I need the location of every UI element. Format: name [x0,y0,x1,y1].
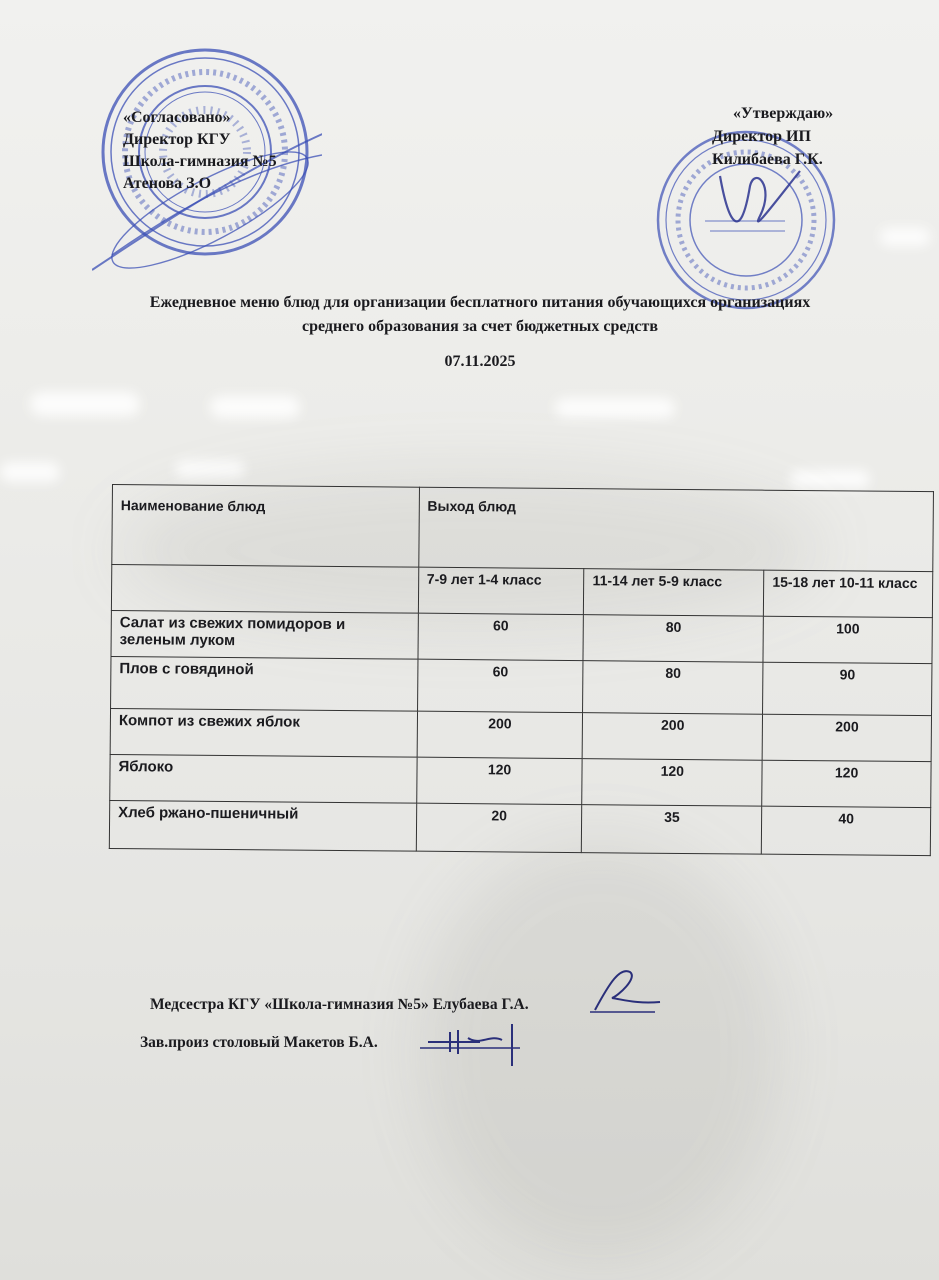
value-cell: 60 [418,613,584,660]
value-cell: 35 [582,805,762,855]
glare [175,460,245,478]
value-cell: 200 [762,714,931,761]
glare [555,398,675,418]
value-cell: 120 [582,759,762,807]
value-cell: 100 [763,616,932,663]
glare [30,392,140,416]
document-title-line1: Ежедневное меню блюд для организации бесплатного питания обучающихся организациях [149,294,811,311]
table-row [110,708,931,761]
dish-name: Компот из свежих яблок [110,708,417,757]
value-cell: 200 [583,713,763,761]
approval-left-line1: «Согласовано» [123,109,231,126]
nurse-signature-line: Медсестра КГУ «Школа-гимназия №5» Елубаева Г.А. [150,996,529,1013]
approval-right-line3: Килибаева Г.К. [712,151,823,168]
canteen-signature-line: Зав.произ столовый Макетов Б.А. [140,1034,378,1051]
table-age-row [111,565,932,618]
age-group-2: 11-14 лет 5-9 класс [584,569,764,617]
approval-right-line1: «Утверждаю» [733,105,834,122]
glare [0,462,60,482]
header-output: Выход блюд [418,487,933,571]
dish-name: Салат из свежих помидоров и зеленым луком [111,610,418,659]
table-header-row [112,485,934,572]
document-date: 07.11.2025 [444,353,516,370]
value-cell: 20 [416,803,582,852]
approval-left-line4: Атенова З.О [123,175,212,192]
dish-name: Яблоко [110,754,417,803]
approval-left-line3: Школа-гимназия №5 [123,153,277,170]
menu-table [109,484,934,856]
header-dish-name: Наименование блюд [112,485,419,568]
empty-cell [111,565,418,614]
glare [880,228,930,246]
canteen-signature-icon [420,1018,530,1074]
table-row [111,610,932,663]
table-row [110,754,931,807]
nurse-signature-icon [590,962,670,1022]
value-cell: 80 [583,615,763,663]
document-title-line2: среднего образования за счет бюджетных средств [302,318,658,335]
glare [790,470,870,488]
value-cell: 200 [417,711,583,758]
age-group-3: 15-18 лет 10-11 класс [764,570,933,617]
value-cell: 90 [763,662,932,715]
value-cell: 80 [583,661,763,715]
approval-left-line2: Директор КГУ [123,131,231,148]
value-cell: 120 [416,757,582,804]
table-row [111,656,932,715]
approval-right-line2: Директор ИП [712,128,811,145]
value-cell: 120 [762,760,931,807]
age-group-1: 7-9 лет 1-4 класс [418,567,584,614]
dish-name: Плов с говядиной [111,656,418,711]
value-cell: 40 [761,806,930,855]
glare [210,396,300,418]
dish-name: Хлеб ржано-пшеничный [109,800,416,851]
value-cell: 60 [417,659,583,712]
table-row [109,800,930,855]
